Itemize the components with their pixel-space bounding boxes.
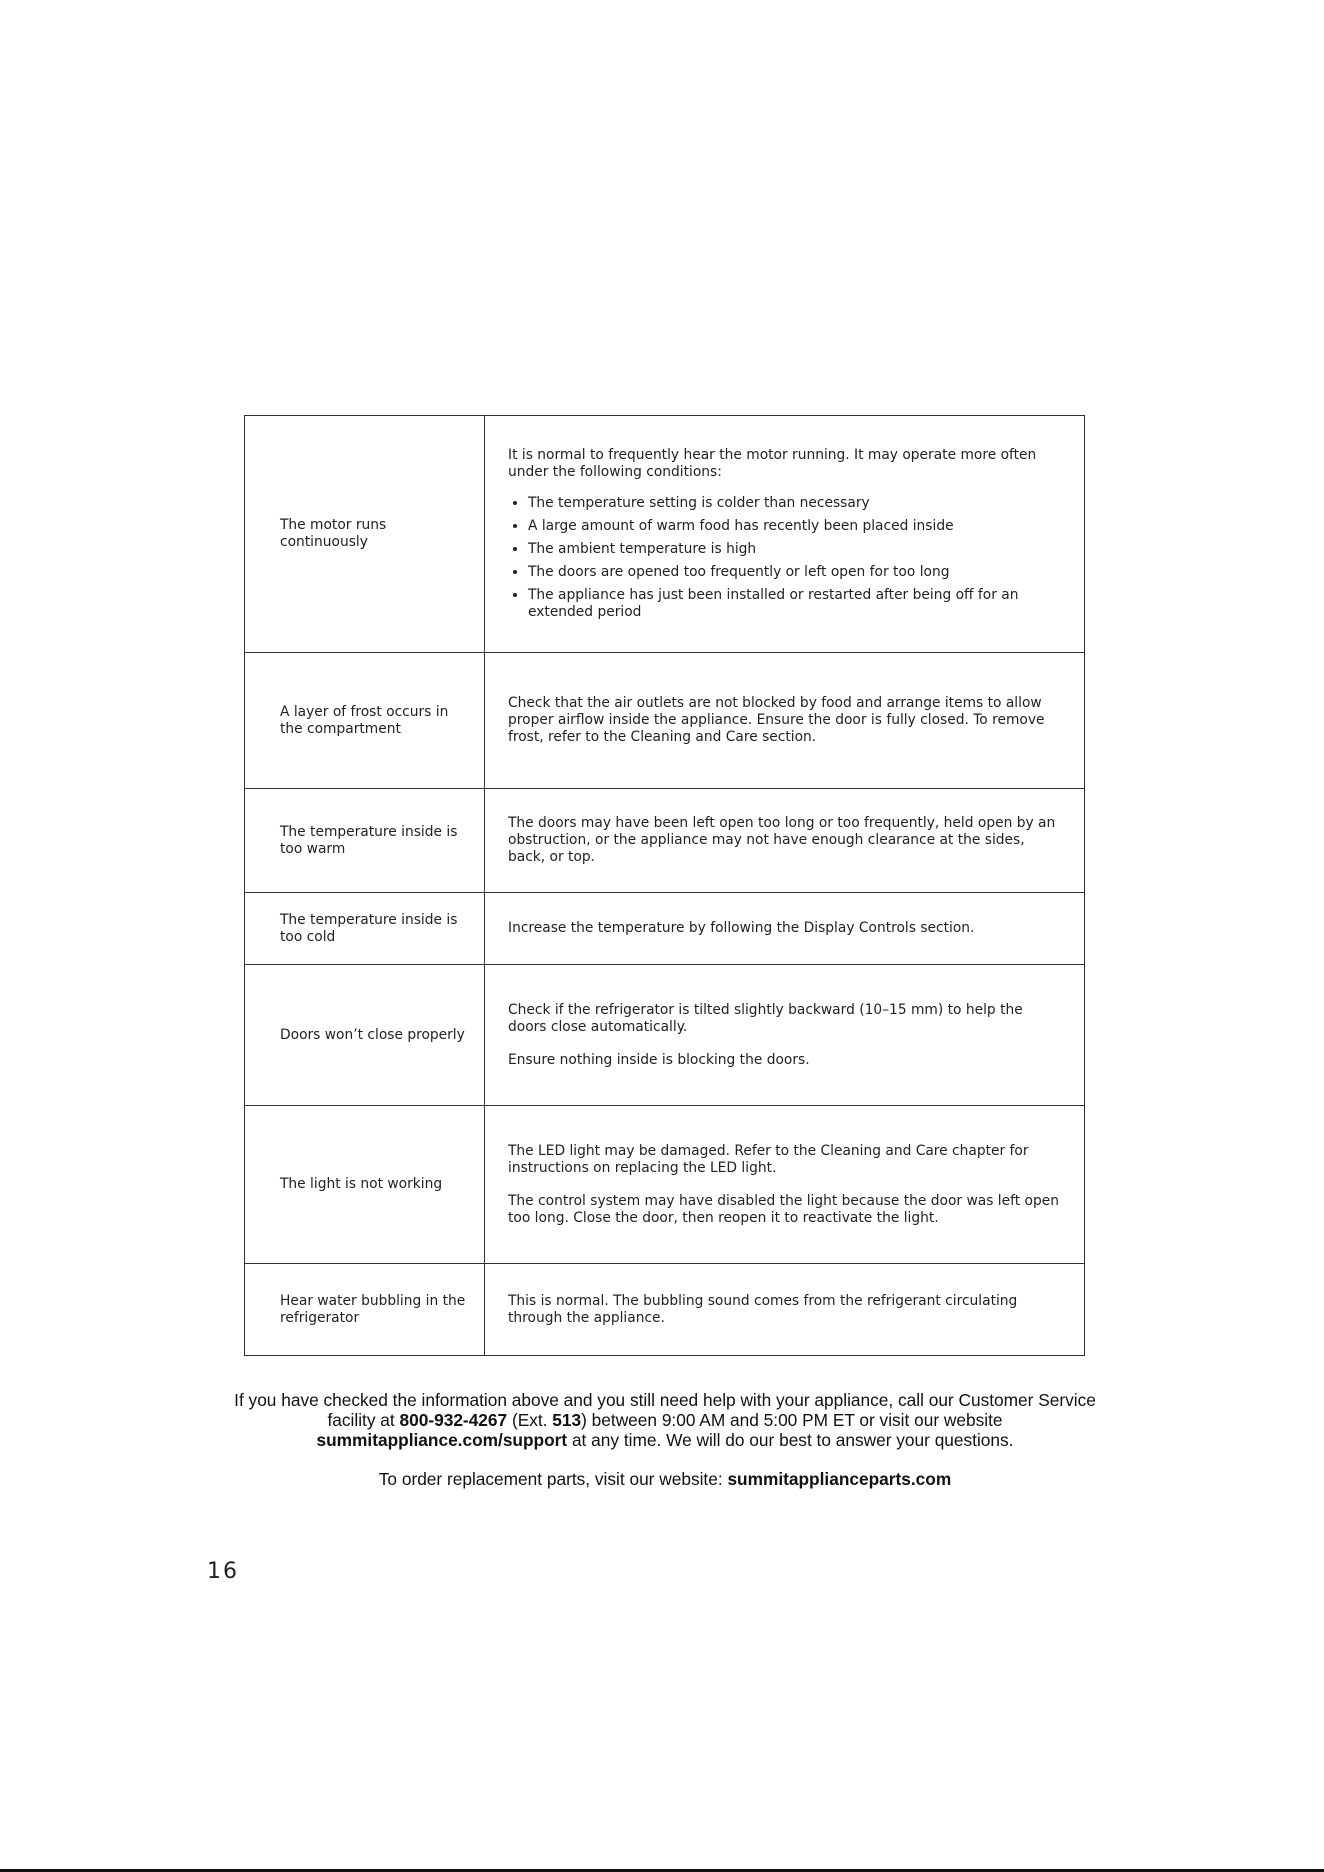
solution-text: The control system may have disabled the light because the door was left open too long. Close the door, then reopen it to reactivate the light. [508,1192,1059,1226]
solution-cell [485,789,1085,893]
problem-text: The temperature inside is too cold [280,911,458,945]
table-row [245,789,1085,893]
problem-text: The temperature inside is too warm [280,823,458,857]
table-row [245,1264,1085,1356]
solution-cell [485,1106,1085,1264]
parts-website-link[interactable]: summitapplianceparts.com [727,1469,952,1489]
solution-cell [485,416,1085,653]
replacement-parts-note [230,1469,1100,1489]
phone-number: 800-932-4267 [399,1410,508,1430]
solution-cell [485,653,1085,789]
list-item: • The doors are opened too frequently or left open for too long [528,564,1064,581]
solution-cell [485,893,1085,965]
parts-text: To order replacement parts, visit our website: [378,1469,728,1489]
problem-cell [245,416,485,653]
troubleshooting-table [244,415,1085,1356]
table-row [245,965,1085,1106]
table-row [245,1106,1085,1264]
problem-cell [245,1106,485,1264]
solution-text: The doors may have been left open too long or too frequently, held open by an obstruction, or the appliance may not have enough clearance at the sides, back, or top. [508,815,1056,865]
problem-cell [245,1264,485,1356]
solution-text: Check that the air outlets are not blocked by food and arrange items to allow proper airflow inside the appliance. Ensure the door is fully closed. To remove frost, refer to the Cleaning and Care section. [508,695,1045,745]
list-item: • The appliance has just been installed or restarted after being off for an extended period [528,587,1064,621]
list-item: • A large amount of warm food has recently been placed inside [528,518,1064,535]
table-row [245,893,1085,965]
solution-text: Increase the temperature by following the Display Controls section. [508,920,975,936]
problem-text: Hear water bubbling in the refrigerator [280,1292,466,1326]
support-website-link[interactable]: summitappliance.com/support [316,1430,568,1450]
solution-text: Check if the refrigerator is tilted slightly backward (10–15 mm) to help the doors close automatically. [508,1001,1023,1035]
problem-text: The motor runs continuously [280,517,387,550]
list-item: • The temperature setting is colder than necessary [528,495,1064,512]
list-item: • The ambient temperature is high [528,541,1064,558]
phone-extension: 513 [552,1410,582,1430]
problem-cell [245,789,485,893]
problem-cell [245,893,485,965]
table-row [245,416,1085,653]
page-number: 16 [207,1559,239,1584]
solution-cell [485,1264,1085,1356]
help-text: at any time. We will do our best to answer your questions. [567,1430,1014,1450]
help-text: ) between 9:00 AM and 5:00 PM ET or visit our website [581,1410,1003,1430]
solution-text: It is normal to frequently hear the motor running. It may operate more often under the following conditions: [508,447,1037,480]
solution-text: The LED light may be damaged. Refer to the Cleaning and Care chapter for instructions on replacing the LED light. [508,1142,1029,1176]
help-text: If you have checked the information above and you still need help with your appliance, call our Customer Service facility at [234,1390,1096,1430]
condition-list [508,495,1064,621]
table-row [245,653,1085,789]
solution-cell [485,965,1085,1106]
problem-text: Doors won’t close properly [280,1026,465,1043]
solution-text: Ensure nothing inside is blocking the doors. [508,1051,810,1068]
problem-text: A layer of frost occurs in the compartment [280,703,449,737]
customer-service-note [230,1390,1100,1450]
help-text: (Ext. [507,1410,553,1430]
problem-cell [245,653,485,789]
problem-text: The light is not working [280,1176,443,1192]
solution-text: This is normal. The bubbling sound comes from the refrigerant circulating through the appliance. [508,1292,1018,1326]
problem-cell [245,965,485,1106]
